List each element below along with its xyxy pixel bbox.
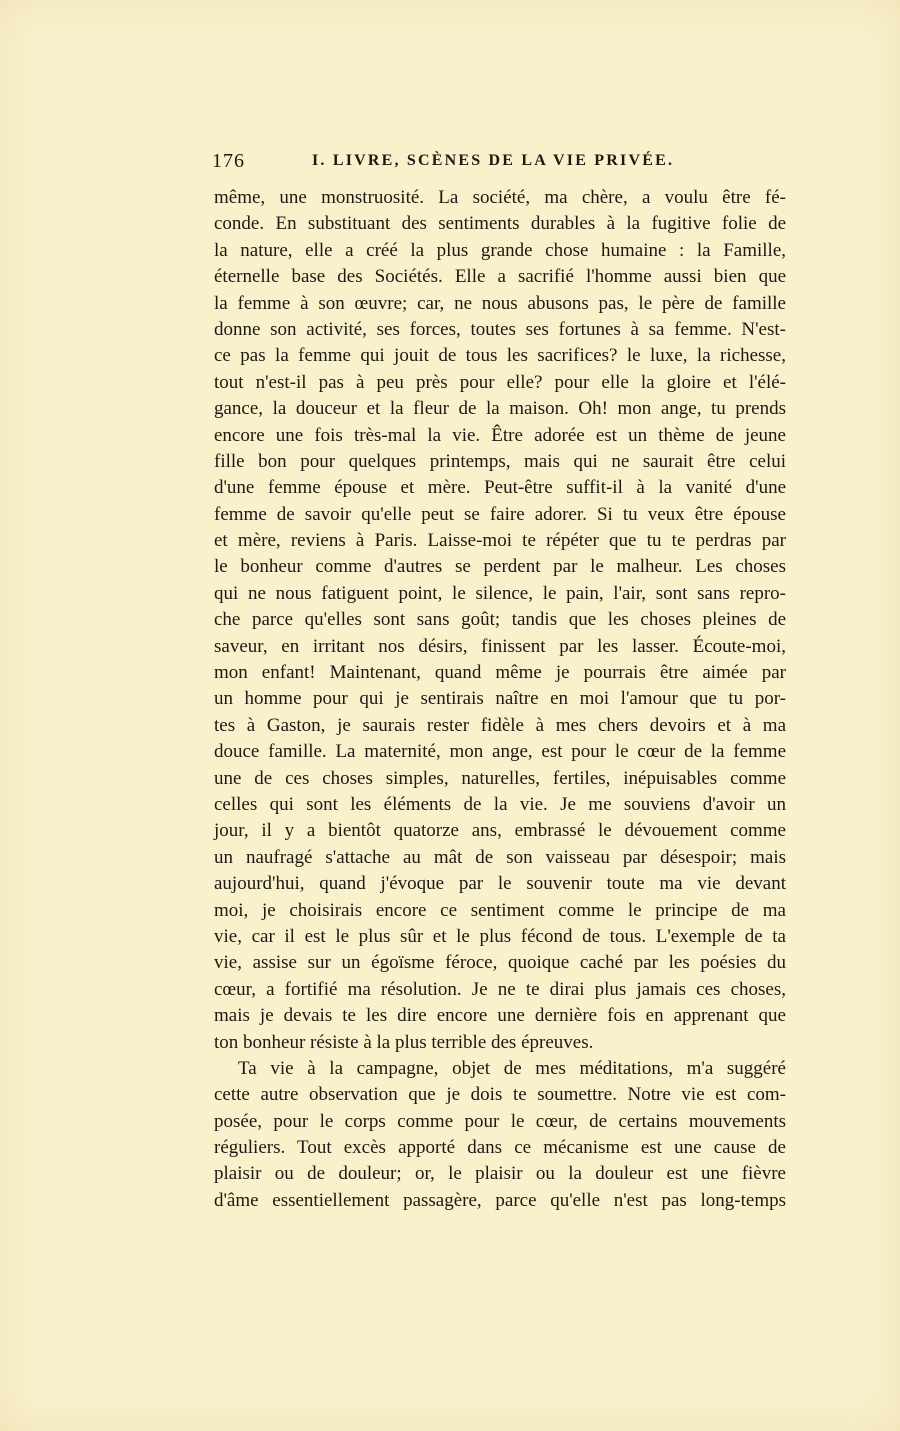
text-line: un homme pour qui je sentirais naître en moi l'amour que tu por- xyxy=(214,688,786,710)
text-line: plaisir ou de douleur; or, le plaisir ou la douleur est une fièvre xyxy=(214,1163,786,1185)
body-text xyxy=(214,185,786,1214)
text-line: un naufragé s'attache au mât de son vaisseau par désespoir; mais xyxy=(214,846,786,868)
running-head: I. LIVRE, SCÈNES DE LA VIE PRIVÉE. xyxy=(312,152,675,169)
text-line: posée, pour le corps comme pour le cœur, de certains mouvements xyxy=(214,1110,786,1132)
text-line: conde. En substituant des sentiments durables à la fugitive folie de xyxy=(214,213,786,235)
text-line: d'une femme épouse et mère. Peut-être suffit-il à la vanité d'une xyxy=(214,477,786,499)
text-line: et mère, reviens à Paris. Laisse-moi te répéter que tu te perdras par xyxy=(214,530,786,552)
text-line: la femme à son œuvre; car, ne nous abusons pas, le père de famille xyxy=(214,292,786,314)
text-line: encore une fois très-mal la vie. Être adorée est un thème de jeune xyxy=(214,424,786,446)
text-line: gance, la douceur et la fleur de la maison. Oh! mon ange, tu prends xyxy=(214,398,786,420)
text-line: le bonheur comme d'autres se perdent par le malheur. Les choses xyxy=(214,556,786,578)
text-line: même, une monstruosité. La société, ma chère, a voulu être fé- xyxy=(214,187,786,208)
text-line: jour, il y a bientôt quatorze ans, embrassé le dévouement comme xyxy=(214,820,786,842)
text-line: vie, car il est le plus sûr et le plus fécond de tous. L'exemple de ta xyxy=(214,925,786,947)
text-line: réguliers. Tout excès apporté dans ce mécanisme est une cause de xyxy=(214,1137,786,1159)
text-line: une de ces choses simples, naturelles, fertiles, inépuisables comme xyxy=(214,767,786,789)
text-line: Ta vie à la campagne, objet de mes méditations, m'a suggéré xyxy=(238,1057,786,1079)
text-line: che parce qu'elles sont sans goût; tandis que les choses pleines de xyxy=(214,609,786,631)
text-line: douce famille. La maternité, mon ange, est pour le cœur de la femme xyxy=(214,741,786,763)
page-number: 176 xyxy=(212,150,245,172)
text-line: cette autre observation que je dois te soumettre. Notre vie est com- xyxy=(214,1084,786,1106)
text-line: mon enfant! Maintenant, quand même je pourrais être aimée par xyxy=(214,662,786,684)
text-line: celles qui sont les éléments de la vie. Je me souviens d'avoir un xyxy=(214,793,786,815)
text-line: tout n'est-il pas à peu près pour elle? pour elle la gloire et l'élé- xyxy=(214,371,786,393)
text-line: donne son activité, ses forces, toutes ses fortunes à sa femme. N'est- xyxy=(214,318,786,340)
text-line: éternelle base des Sociétés. Elle a sacrifié l'homme aussi bien que xyxy=(214,266,786,288)
text-line: cœur, a fortifié ma résolution. Je ne te dirai plus jamais ces choses, xyxy=(214,978,786,1000)
text-line: ton bonheur résiste à la plus terrible des épreuves. xyxy=(214,1031,594,1053)
text-line: saveur, en irritant nos désirs, finissent par les lasser. Écoute-moi, xyxy=(214,635,786,657)
text-line: fille bon pour quelques printemps, mais qui ne saurait être celui xyxy=(214,450,786,472)
text-line: ce pas la femme qui jouit de tous les sacrifices? le luxe, la richesse, xyxy=(214,345,786,367)
page-header xyxy=(212,150,786,176)
text-line: qui ne nous fatiguent point, le silence, le pain, l'air, sont sans repro- xyxy=(214,582,786,604)
text-line: la nature, elle a créé la plus grande chose humaine : la Famille, xyxy=(214,239,786,261)
text-line: mais je devais te les dire encore une dernière fois en apprenant que xyxy=(214,1005,786,1027)
text-line: femme de savoir qu'elle peut se faire adorer. Si tu veux être épouse xyxy=(214,503,786,525)
text-line: vie, assise sur un égoïsme féroce, quoique caché par les poésies du xyxy=(214,952,786,974)
text-line: aujourd'hui, quand j'évoque par le souvenir toute ma vie devant xyxy=(214,873,786,895)
text-line: tes à Gaston, je saurais rester fidèle à mes chers devoirs et à ma xyxy=(214,714,786,736)
text-line: d'âme essentiellement passagère, parce qu'elle n'est pas long-temps xyxy=(214,1189,786,1211)
text-line: moi, je choisirais encore ce sentiment comme le principe de ma xyxy=(214,899,786,921)
